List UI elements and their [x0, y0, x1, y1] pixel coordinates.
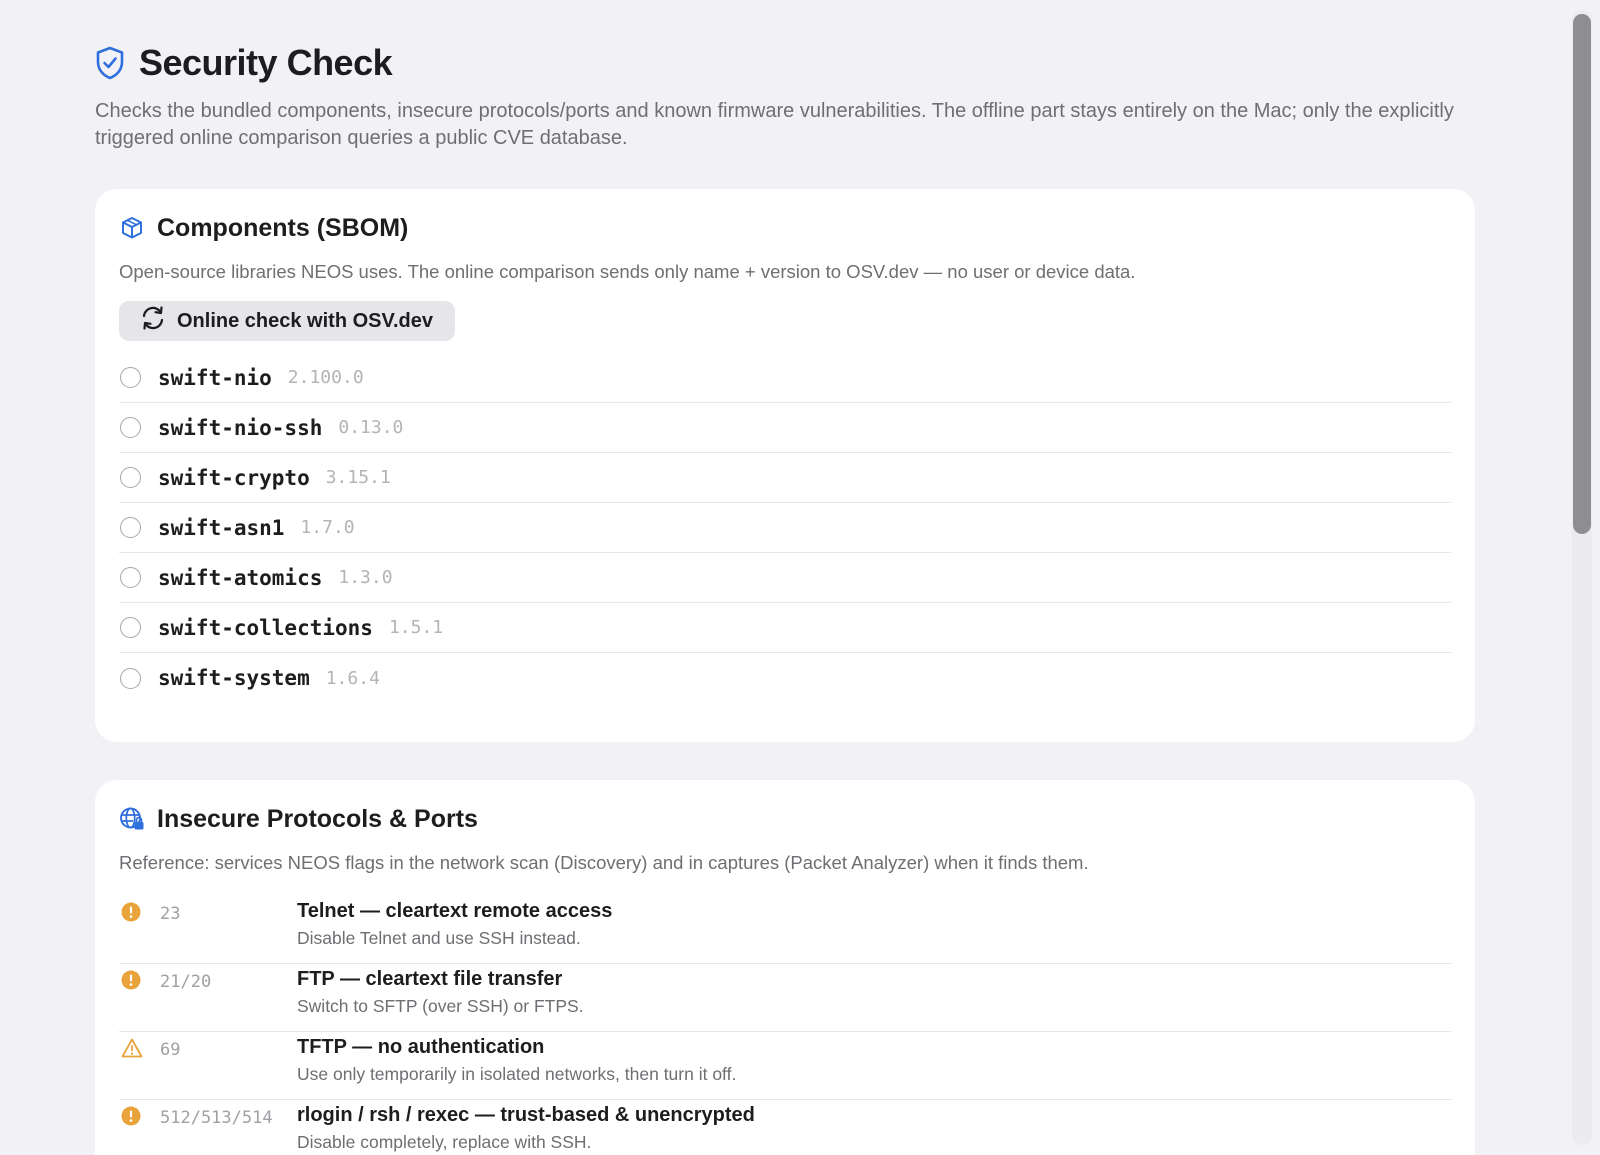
page-subtitle: Checks the bundled components, insecure protocols/ports and known firmware vulnerabilities. The offline part stays entirely on the Mac; only the explicitly triggered online comparison queries a public CVE database. — [95, 100, 1454, 149]
component-version: 3.15.1 — [325, 467, 391, 488]
protocol-title: rlogin / rsh / rexec — trust-based & unencrypted — [297, 1104, 755, 1126]
component-row — [119, 603, 1451, 653]
component-version: 2.100.0 — [287, 367, 364, 388]
page-title: Security Check — [139, 42, 393, 83]
component-row — [119, 453, 1451, 503]
protocol-text — [297, 968, 584, 1017]
component-row — [119, 653, 1451, 703]
protocol-hint: Disable Telnet and use SSH instead. — [297, 928, 581, 948]
component-row — [119, 353, 1451, 403]
online-check-button[interactable] — [119, 301, 455, 341]
protocol-hint: Use only temporarily in isolated networks, then turn it off. — [297, 1064, 737, 1084]
component-row — [119, 403, 1451, 453]
component-version: 1.5.1 — [388, 617, 444, 638]
component-select-radio[interactable] — [120, 617, 141, 638]
component-version: 1.6.4 — [325, 667, 380, 689]
page-header — [95, 42, 1475, 84]
protocol-title: TFTP — no authentication — [297, 1036, 545, 1058]
component-version: 0.13.0 — [338, 417, 404, 438]
protocol-text — [297, 1104, 755, 1153]
protocol-title: FTP — cleartext file transfer — [297, 968, 563, 990]
component-name: swift-atomics — [158, 565, 323, 590]
protocol-port: 512/513/514 — [160, 1108, 273, 1128]
protocol-row — [119, 1032, 1451, 1100]
component-select-radio[interactable] — [120, 467, 141, 488]
component-select-radio[interactable] — [120, 567, 141, 588]
sbom-title: Components (SBOM) — [157, 213, 409, 242]
protocols-title: Insecure Protocols & Ports — [157, 804, 478, 833]
sbom-card-header — [119, 211, 1451, 245]
protocol-text — [297, 900, 612, 949]
protocol-hint: Switch to SFTP (over SSH) or FTPS. — [297, 996, 584, 1016]
protocols-card-header — [119, 802, 1451, 836]
warning-triangle-icon — [121, 1038, 143, 1060]
package-icon — [119, 215, 145, 241]
protocols-description: Reference: services NEOS flags in the network scan (Discovery) and in captures (Packet Analyzer) when it finds them. — [119, 852, 1089, 873]
protocol-text — [297, 1036, 736, 1085]
refresh-icon — [139, 305, 167, 337]
protocol-hint: Disable completely, replace with SSH. — [297, 1132, 592, 1152]
exclamation-circle-icon — [121, 970, 143, 992]
online-check-button-label: Online check with OSV.dev — [177, 309, 434, 332]
sbom-description: Open-source libraries NEOS uses. The online comparison sends only name + version to OSV.dev — no user or device data. — [119, 261, 1136, 282]
component-row — [119, 503, 1451, 553]
protocol-row — [119, 964, 1451, 1032]
component-name: swift-collections — [158, 615, 373, 640]
component-version: 1.3.0 — [338, 567, 393, 588]
component-name: swift-nio-ssh — [158, 415, 323, 440]
component-select-radio[interactable] — [120, 367, 141, 388]
component-select-radio[interactable] — [120, 417, 141, 438]
exclamation-circle-icon — [121, 1106, 143, 1128]
component-select-radio[interactable] — [120, 668, 141, 689]
protocol-title: Telnet — cleartext remote access — [297, 900, 613, 922]
vertical-scrollbar[interactable] — [1572, 10, 1592, 1145]
globe-lock-icon — [119, 806, 145, 832]
component-name: swift-system — [158, 666, 310, 690]
component-name: swift-asn1 — [158, 515, 285, 540]
protocol-port: 23 — [160, 904, 181, 924]
protocol-port: 69 — [160, 1040, 181, 1060]
exclamation-circle-icon — [121, 902, 143, 924]
component-name: swift-nio — [158, 365, 272, 390]
protocol-list — [119, 896, 1451, 1155]
scrollbar-thumb[interactable] — [1573, 14, 1591, 534]
protocol-row — [119, 896, 1451, 964]
component-row — [119, 553, 1451, 603]
protocol-row — [119, 1100, 1451, 1155]
security-check-page — [95, 42, 1475, 1152]
protocol-port: 21/20 — [160, 972, 212, 992]
component-select-radio[interactable] — [120, 517, 141, 538]
component-version: 1.7.0 — [300, 517, 355, 538]
component-name: swift-crypto — [158, 465, 310, 490]
component-list — [119, 353, 1451, 703]
shield-check-icon — [95, 46, 125, 80]
protocols-card — [95, 780, 1475, 1155]
sbom-card — [95, 189, 1475, 742]
